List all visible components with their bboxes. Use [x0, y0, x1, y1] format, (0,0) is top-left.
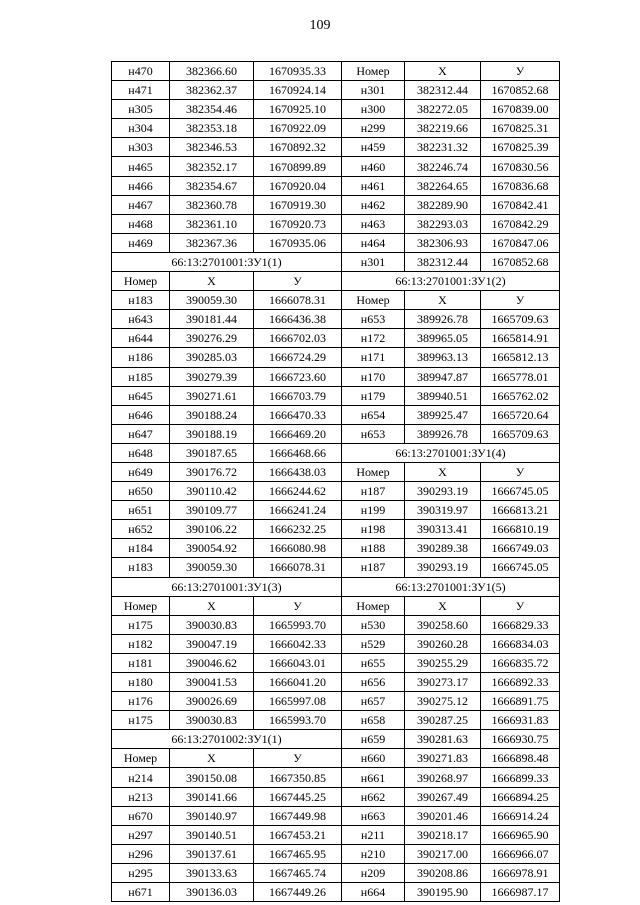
table-cell: 1666745.05: [481, 558, 560, 577]
table-cell: н187: [342, 482, 405, 501]
table-cell: 390267.49: [405, 787, 481, 806]
table-cell: 382366.60: [170, 62, 254, 81]
parcel-heading-cell: 66:13:2701001:ЗУ1(1): [112, 252, 342, 271]
table-cell: 1666834.03: [481, 634, 560, 653]
table-row: [112, 252, 560, 271]
table-cell: 1666966.07: [481, 844, 560, 863]
table-row: [112, 787, 560, 806]
parcel-heading-cell: 66:13:2701001:ЗУ1(4): [342, 443, 560, 462]
table-row: [112, 157, 560, 176]
table-row: [112, 863, 560, 882]
table-cell: 1666745.05: [481, 482, 560, 501]
table-cell: 1665778.01: [481, 367, 560, 386]
table-cell: 382353.18: [170, 119, 254, 138]
table-cell: Номер: [342, 62, 405, 81]
table-cell: 1670825.31: [481, 119, 560, 138]
table-row: [112, 443, 560, 462]
table-cell: 1670899.89: [254, 157, 342, 176]
table-cell: н466: [112, 176, 170, 195]
table-cell: н183: [112, 558, 170, 577]
table-cell: 390195.90: [405, 883, 481, 902]
table-cell: н301: [342, 252, 405, 271]
table-row: [112, 291, 560, 310]
table-cell: 390054.92: [170, 539, 254, 558]
table-cell: У: [254, 596, 342, 615]
table-cell: н295: [112, 863, 170, 882]
table-cell: Номер: [112, 272, 170, 291]
table-cell: 382352.17: [170, 157, 254, 176]
table-cell: н658: [342, 711, 405, 730]
table-cell: 1666978.91: [481, 863, 560, 882]
table-cell: 382312.44: [405, 252, 481, 271]
table-cell: Х: [170, 596, 254, 615]
table-cell: н661: [342, 768, 405, 787]
table-cell: У: [254, 272, 342, 291]
table-cell: 1666829.33: [481, 615, 560, 634]
table-cell: н301: [342, 81, 405, 100]
table-cell: н299: [342, 119, 405, 138]
parcel-heading-cell: 66:13:2701002:ЗУ1(1): [112, 730, 342, 749]
table-cell: 390201.46: [405, 806, 481, 825]
table-cell: н182: [112, 634, 170, 653]
table-row: [112, 462, 560, 481]
table-cell: 1667465.95: [254, 844, 342, 863]
table-cell: 1665709.63: [481, 310, 560, 329]
table-cell: 382219.66: [405, 119, 481, 138]
table-cell: 1670924.14: [254, 81, 342, 100]
table-cell: н304: [112, 119, 170, 138]
table-cell: 390293.19: [405, 482, 481, 501]
table-cell: 390289.38: [405, 539, 481, 558]
table-cell: н657: [342, 692, 405, 711]
table-cell: 1666469.20: [254, 424, 342, 443]
table-cell: 382272.05: [405, 100, 481, 119]
table-cell: н467: [112, 195, 170, 214]
table-cell: н469: [112, 233, 170, 252]
table-cell: 390271.61: [170, 386, 254, 405]
coordinates-table-body: [112, 62, 560, 902]
table-cell: н644: [112, 329, 170, 348]
table-row: [112, 119, 560, 138]
table-cell: У: [481, 62, 560, 81]
table-cell: н303: [112, 138, 170, 157]
table-cell: 390176.72: [170, 462, 254, 481]
table-cell: н643: [112, 310, 170, 329]
parcel-heading-cell: 66:13:2701001:ЗУ1(5): [342, 577, 560, 596]
table-cell: н175: [112, 615, 170, 634]
table-cell: 389940.51: [405, 386, 481, 405]
table-cell: н184: [112, 539, 170, 558]
table-cell: 390293.19: [405, 558, 481, 577]
table-cell: 1670925.10: [254, 100, 342, 119]
table-cell: н463: [342, 214, 405, 233]
table-row: [112, 501, 560, 520]
table-cell: 1665993.70: [254, 615, 342, 634]
table-cell: Номер: [342, 291, 405, 310]
table-cell: 390109.77: [170, 501, 254, 520]
table-cell: 1666078.31: [254, 291, 342, 310]
table-cell: Х: [405, 462, 481, 481]
table-cell: н214: [112, 768, 170, 787]
table-cell: Х: [170, 272, 254, 291]
table-cell: 1665993.70: [254, 711, 342, 730]
table-cell: 1666965.90: [481, 825, 560, 844]
table-cell: 1666438.03: [254, 462, 342, 481]
table-cell: 390285.03: [170, 348, 254, 367]
table-row: [112, 692, 560, 711]
table-cell: 1666241.24: [254, 501, 342, 520]
table-cell: 390279.39: [170, 367, 254, 386]
table-cell: н470: [112, 62, 170, 81]
table-cell: 390137.61: [170, 844, 254, 863]
table-row: [112, 844, 560, 863]
table-cell: 382346.53: [170, 138, 254, 157]
table-cell: 1666898.48: [481, 749, 560, 768]
table-row: [112, 138, 560, 157]
table-cell: Х: [170, 749, 254, 768]
table-cell: н188: [342, 539, 405, 558]
table-cell: 389965.05: [405, 329, 481, 348]
table-cell: 1666899.33: [481, 768, 560, 787]
table-cell: 1666835.72: [481, 653, 560, 672]
table-row: [112, 615, 560, 634]
table-cell: 390133.63: [170, 863, 254, 882]
table-cell: н296: [112, 844, 170, 863]
table-cell: н530: [342, 615, 405, 634]
table-cell: н655: [342, 653, 405, 672]
table-cell: 1666041.20: [254, 673, 342, 692]
table-cell: 390273.17: [405, 673, 481, 692]
table-cell: У: [254, 749, 342, 768]
table-cell: 390208.86: [405, 863, 481, 882]
table-cell: н297: [112, 825, 170, 844]
table-cell: 382354.67: [170, 176, 254, 195]
table-cell: 390041.53: [170, 673, 254, 692]
table-cell: 1665814.91: [481, 329, 560, 348]
table-cell: н649: [112, 462, 170, 481]
table-cell: 389926.78: [405, 424, 481, 443]
table-cell: н659: [342, 730, 405, 749]
table-cell: н662: [342, 787, 405, 806]
table-cell: 382246.74: [405, 157, 481, 176]
table-cell: н211: [342, 825, 405, 844]
table-cell: 390110.42: [170, 482, 254, 501]
table-cell: 390188.19: [170, 424, 254, 443]
table-cell: 1666244.62: [254, 482, 342, 501]
table-cell: 382293.03: [405, 214, 481, 233]
table-cell: н646: [112, 405, 170, 424]
page-number: 109: [309, 18, 331, 33]
table-cell: 1670935.33: [254, 62, 342, 81]
table-cell: 1666931.83: [481, 711, 560, 730]
table-cell: 1670825.39: [481, 138, 560, 157]
table-cell: 1670836.68: [481, 176, 560, 195]
table-cell: 382231.32: [405, 138, 481, 157]
table-cell: 390218.17: [405, 825, 481, 844]
table-cell: 389947.87: [405, 367, 481, 386]
table-cell: н209: [342, 863, 405, 882]
table-cell: 1665812.13: [481, 348, 560, 367]
table-cell: 390046.62: [170, 653, 254, 672]
table-cell: н654: [342, 405, 405, 424]
table-cell: 1670919.30: [254, 195, 342, 214]
table-cell: н176: [112, 692, 170, 711]
table-row: [112, 806, 560, 825]
table-cell: 389926.78: [405, 310, 481, 329]
table-cell: 390059.30: [170, 558, 254, 577]
table-cell: н459: [342, 138, 405, 157]
table-cell: н462: [342, 195, 405, 214]
table-row: [112, 596, 560, 615]
table-row: [112, 482, 560, 501]
table-cell: У: [481, 291, 560, 310]
table-cell: 390217.00: [405, 844, 481, 863]
table-cell: 390271.83: [405, 749, 481, 768]
table-cell: н664: [342, 883, 405, 902]
table-cell: 1666987.17: [481, 883, 560, 902]
table-cell: 1666470.33: [254, 405, 342, 424]
table-cell: 389963.13: [405, 348, 481, 367]
table-cell: н465: [112, 157, 170, 176]
table-cell: 390047.19: [170, 634, 254, 653]
table-row: [112, 539, 560, 558]
table-row: [112, 520, 560, 539]
table-cell: 382361.10: [170, 214, 254, 233]
table-row: [112, 424, 560, 443]
table-cell: н305: [112, 100, 170, 119]
table-cell: н653: [342, 424, 405, 443]
table-row: [112, 81, 560, 100]
table-cell: н648: [112, 443, 170, 462]
table-row: [112, 749, 560, 768]
table-cell: 1667449.26: [254, 883, 342, 902]
table-cell: 390187.65: [170, 443, 254, 462]
table-cell: 1666813.21: [481, 501, 560, 520]
table-row: [112, 653, 560, 672]
table-row: [112, 673, 560, 692]
table-row: [112, 272, 560, 291]
table-cell: 390026.69: [170, 692, 254, 711]
table-cell: 1670852.68: [481, 81, 560, 100]
table-cell: 1670830.56: [481, 157, 560, 176]
table-cell: н652: [112, 520, 170, 539]
table-cell: 1666723.60: [254, 367, 342, 386]
table-cell: Х: [405, 62, 481, 81]
table-cell: 1665762.02: [481, 386, 560, 405]
table-cell: н181: [112, 653, 170, 672]
table-cell: н645: [112, 386, 170, 405]
table-cell: 1666724.29: [254, 348, 342, 367]
table-cell: н651: [112, 501, 170, 520]
table-cell: н198: [342, 520, 405, 539]
table-cell: н213: [112, 787, 170, 806]
table-row: [112, 711, 560, 730]
table-cell: 1670852.68: [481, 252, 560, 271]
table-cell: 1670922.09: [254, 119, 342, 138]
table-cell: Х: [405, 291, 481, 310]
table-cell: н183: [112, 291, 170, 310]
table-cell: 390258.60: [405, 615, 481, 634]
table-cell: н653: [342, 310, 405, 329]
table-cell: 1666810.19: [481, 520, 560, 539]
table-cell: 1666080.98: [254, 539, 342, 558]
table-cell: 382306.93: [405, 233, 481, 252]
table-cell: 382360.78: [170, 195, 254, 214]
table-cell: 1667445.25: [254, 787, 342, 806]
table-cell: 1666749.03: [481, 539, 560, 558]
table-cell: н199: [342, 501, 405, 520]
table-row: [112, 730, 560, 749]
table-cell: 1666078.31: [254, 558, 342, 577]
table-cell: 390140.97: [170, 806, 254, 825]
table-cell: 390281.63: [405, 730, 481, 749]
table-cell: н210: [342, 844, 405, 863]
table-cell: н663: [342, 806, 405, 825]
table-row: [112, 100, 560, 119]
table-row: [112, 214, 560, 233]
table-cell: 1670892.32: [254, 138, 342, 157]
table-cell: 390319.97: [405, 501, 481, 520]
table-cell: н461: [342, 176, 405, 195]
table-row: [112, 176, 560, 195]
table-cell: 390276.29: [170, 329, 254, 348]
coordinates-table: [111, 61, 560, 902]
parcel-heading-cell: 66:13:2701001:ЗУ1(2): [342, 272, 560, 291]
table-cell: н300: [342, 100, 405, 119]
table-cell: 390268.97: [405, 768, 481, 787]
table-cell: н670: [112, 806, 170, 825]
table-cell: 390141.66: [170, 787, 254, 806]
table-row: [112, 634, 560, 653]
table-cell: Номер: [112, 596, 170, 615]
table-cell: 390275.12: [405, 692, 481, 711]
table-row: [112, 233, 560, 252]
table-cell: 1670920.04: [254, 176, 342, 195]
table-cell: н529: [342, 634, 405, 653]
table-cell: 1670839.00: [481, 100, 560, 119]
table-cell: 1666042.33: [254, 634, 342, 653]
table-cell: 1666468.66: [254, 443, 342, 462]
table-cell: 390140.51: [170, 825, 254, 844]
table-cell: 1666892.33: [481, 673, 560, 692]
table-cell: н175: [112, 711, 170, 730]
table-cell: У: [481, 596, 560, 615]
table-cell: н171: [342, 348, 405, 367]
table-cell: 1666894.25: [481, 787, 560, 806]
table-cell: 1667350.85: [254, 768, 342, 787]
table-cell: 382264.65: [405, 176, 481, 195]
table-cell: 1670920.73: [254, 214, 342, 233]
table-cell: 390181.44: [170, 310, 254, 329]
table-cell: 1665720.64: [481, 405, 560, 424]
table-cell: 1670935.06: [254, 233, 342, 252]
table-cell: У: [481, 462, 560, 481]
table-cell: 1667465.74: [254, 863, 342, 882]
table-row: [112, 310, 560, 329]
table-cell: 1670842.29: [481, 214, 560, 233]
table-cell: 382312.44: [405, 81, 481, 100]
table-cell: н180: [112, 673, 170, 692]
table-row: [112, 577, 560, 596]
table-cell: Номер: [342, 462, 405, 481]
table-cell: н650: [112, 482, 170, 501]
table-cell: 1666914.24: [481, 806, 560, 825]
table-cell: 1666891.75: [481, 692, 560, 711]
table-cell: 390136.03: [170, 883, 254, 902]
table-cell: н185: [112, 367, 170, 386]
table-cell: 390287.25: [405, 711, 481, 730]
table-cell: 390030.83: [170, 615, 254, 634]
table-cell: н172: [342, 329, 405, 348]
table-cell: н179: [342, 386, 405, 405]
table-cell: н187: [342, 558, 405, 577]
table-cell: 1666043.01: [254, 653, 342, 672]
table-cell: н671: [112, 883, 170, 902]
table-cell: 382354.46: [170, 100, 254, 119]
table-cell: 1666703.79: [254, 386, 342, 405]
table-cell: н471: [112, 81, 170, 100]
table-cell: 1666702.03: [254, 329, 342, 348]
table-cell: 1670842.41: [481, 195, 560, 214]
table-cell: н464: [342, 233, 405, 252]
table-cell: н460: [342, 157, 405, 176]
parcel-heading-cell: 66:13:2701001:ЗУ1(3): [112, 577, 342, 596]
table-row: [112, 768, 560, 787]
table-cell: 1666436.38: [254, 310, 342, 329]
table-row: [112, 348, 560, 367]
table-cell: н660: [342, 749, 405, 768]
table-cell: н170: [342, 367, 405, 386]
table-cell: 390313.41: [405, 520, 481, 539]
table-row: [112, 883, 560, 902]
table-cell: 1665709.63: [481, 424, 560, 443]
table-cell: н656: [342, 673, 405, 692]
table-cell: 382367.36: [170, 233, 254, 252]
table-cell: 390260.28: [405, 634, 481, 653]
table-row: [112, 367, 560, 386]
table-cell: Номер: [112, 749, 170, 768]
table-cell: 1666232.25: [254, 520, 342, 539]
table-cell: н647: [112, 424, 170, 443]
table-cell: 390106.22: [170, 520, 254, 539]
table-cell: н468: [112, 214, 170, 233]
table-cell: Номер: [342, 596, 405, 615]
table-cell: 390030.83: [170, 711, 254, 730]
table-cell: 382289.90: [405, 195, 481, 214]
table-cell: 390255.29: [405, 653, 481, 672]
table-cell: 390188.24: [170, 405, 254, 424]
table-row: [112, 405, 560, 424]
table-cell: 389925.47: [405, 405, 481, 424]
table-cell: 1670847.06: [481, 233, 560, 252]
table-row: [112, 329, 560, 348]
table-cell: 1667449.98: [254, 806, 342, 825]
table-row: [112, 386, 560, 405]
table-row: [112, 825, 560, 844]
table-cell: Х: [405, 596, 481, 615]
table-cell: 1665997.08: [254, 692, 342, 711]
table-cell: 1666930.75: [481, 730, 560, 749]
table-row: [112, 62, 560, 81]
table-cell: 390059.30: [170, 291, 254, 310]
table-row: [112, 558, 560, 577]
table-cell: 1667453.21: [254, 825, 342, 844]
table-cell: 390150.08: [170, 768, 254, 787]
table-row: [112, 195, 560, 214]
table-cell: 382362.37: [170, 81, 254, 100]
table-cell: н186: [112, 348, 170, 367]
